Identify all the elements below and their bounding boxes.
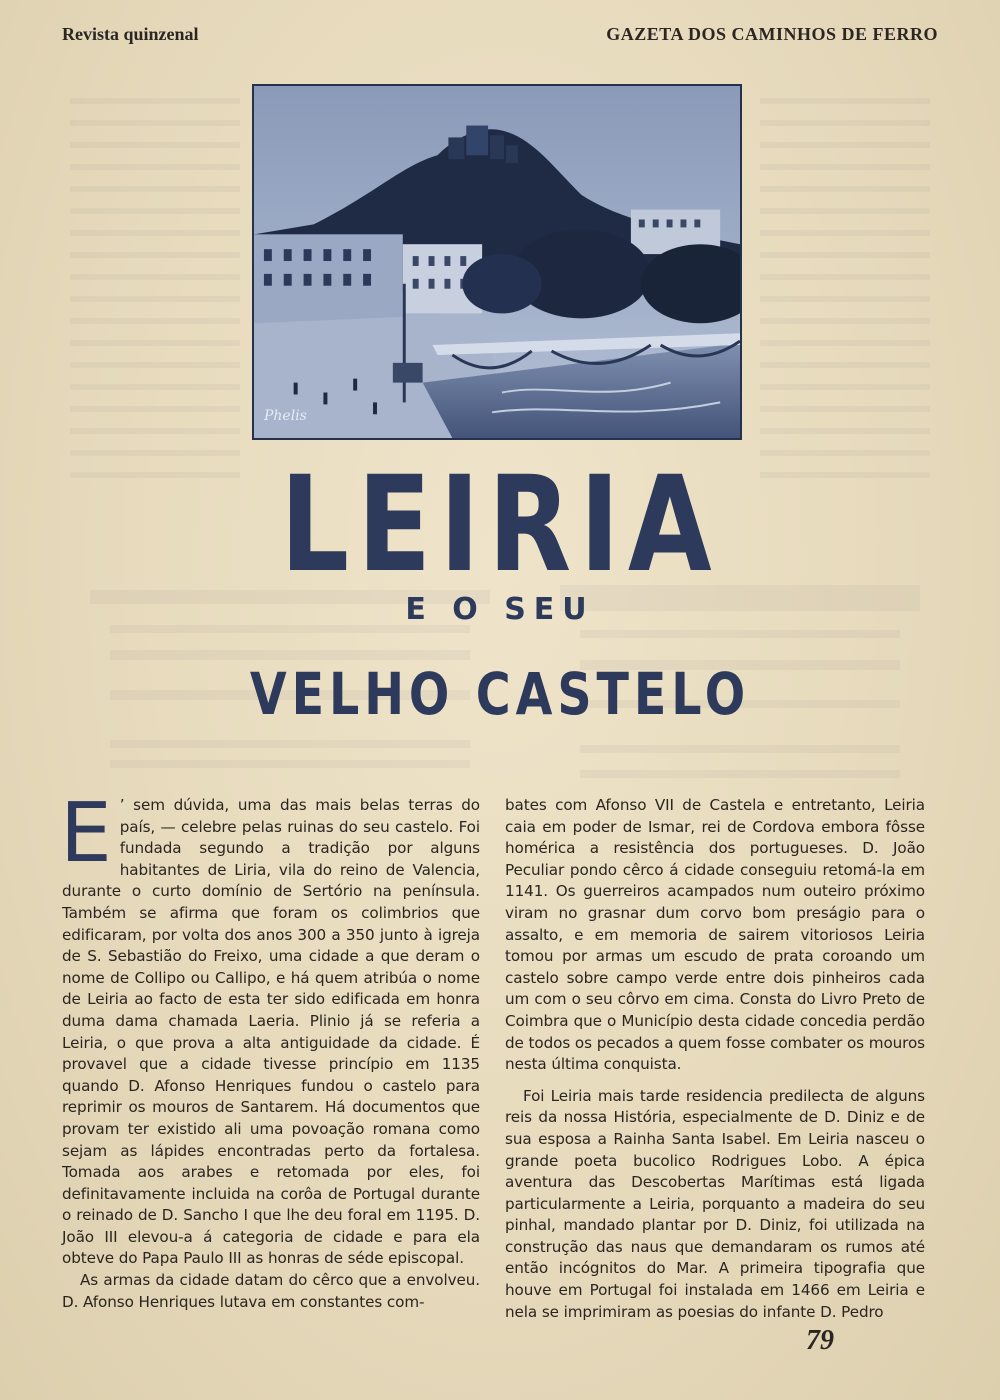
header-left: Revista quinzenal <box>62 23 199 44</box>
photo-signature: Phelis <box>264 408 307 424</box>
paragraph: ’ sem dúvida, uma das mais belas terras do país, — celebre pelas ruinas do seu castelo. Foi fundada segundo a tradição por alguns habitantes de Liria, vila do reino de Valencia, durante o curto domínio de Sertório na península. Também se afirma que foram os colimbrios que edificaram, por volta dos anos 300 a 350 junto à igreja de S. Sebastião do Freixo, uma cidade a que deram o nome de Collipo ou Callipo, e há quem atribúa o nome de Leiria ao facto de esta ter sido edificada em honra duma dama chamada Laeria. Plinio já se referia a Leiria, o que prova a alta antiguidade da cidade. É provavel que a cidade tivesse princípio em 1135 quando D. Afonso Henriques fundou o castelo para reprimir os mouros de Santarem. Há documentos que provam ter existido ali uma povoação romana como sejam as lápides encontradas perto da fortalesa. Tomada aos arabes e retomada por eles, foi definitavamente incluida na corôa de Portugal durante o reinado de D. Sancho I que lhe deu foral em 1195. D. João III elevou-a á categoria de cidade e para ela obteve do Papa Paulo III as honras de séde episcopal. <box>62 796 480 1268</box>
paragraph: bates com Afonso VII de Castela e entretanto, Leiria caia em poder de Ismar, rei de Cordova embora fôsse homérica a resistência dos portugueses. D. João Peculiar pondo cêrco á cidade conseguiu retomá-la em 1141. Os guerreiros acampados num outeiro próximo viram no grasnar dum corvo bom preságio para o assalto, e em memoria de sairem vitoriosos Leiria tomou por armas um escudo de prata coroando um castelo sobre campo verde entre dois pinheiros cada um com o seu côrvo em cima. Consta do Livro Preto de Coimbra que o Município desta cidade concedia perdão de todos os pecados a quem fosse combater os mouros nesta última conquista. <box>505 796 925 1074</box>
leiria-castle-photo <box>252 84 742 440</box>
header-right: GAZETA DOS CAMINHOS DE FERRO <box>606 23 938 44</box>
paragraph: As armas da cidade datam do cêrco que a envolveu. D. Afonso Henriques lutava em constantes com- <box>62 1271 480 1311</box>
article-column-left <box>60 786 480 1313</box>
page-number: 79 <box>806 1325 834 1356</box>
page-header <box>62 20 938 48</box>
drop-cap: E <box>60 786 112 881</box>
article-title: LEIRIA <box>280 448 720 602</box>
article-column-right <box>505 795 925 1323</box>
article-subtitle-connector: E O SEU <box>405 592 595 627</box>
paragraph: Foi Leiria mais tarde residencia predilecta de alguns reis da nossa História, especialmente de D. Diniz e de sua esposa a Rainha Santa Isabel. Em Leiria nasceu o grande poeta bucolico Rodrigues Lobo. A épica aventura das Descobertas Marítimas está ligada particularmente a Leiria, porquanto a madeira do seu pinhal, mandado plantar por D. Diniz, foi utilizada na construção das naus que demandaram os rumos até então incógnitos do Mar. A primeira tipografia que houve em Portugal foi instalada em 1466 em Leiria e nela se imprimiram as poesias do infante D. Pedro <box>505 1086 925 1321</box>
article-subtitle: VELHO CASTELO <box>249 660 751 728</box>
